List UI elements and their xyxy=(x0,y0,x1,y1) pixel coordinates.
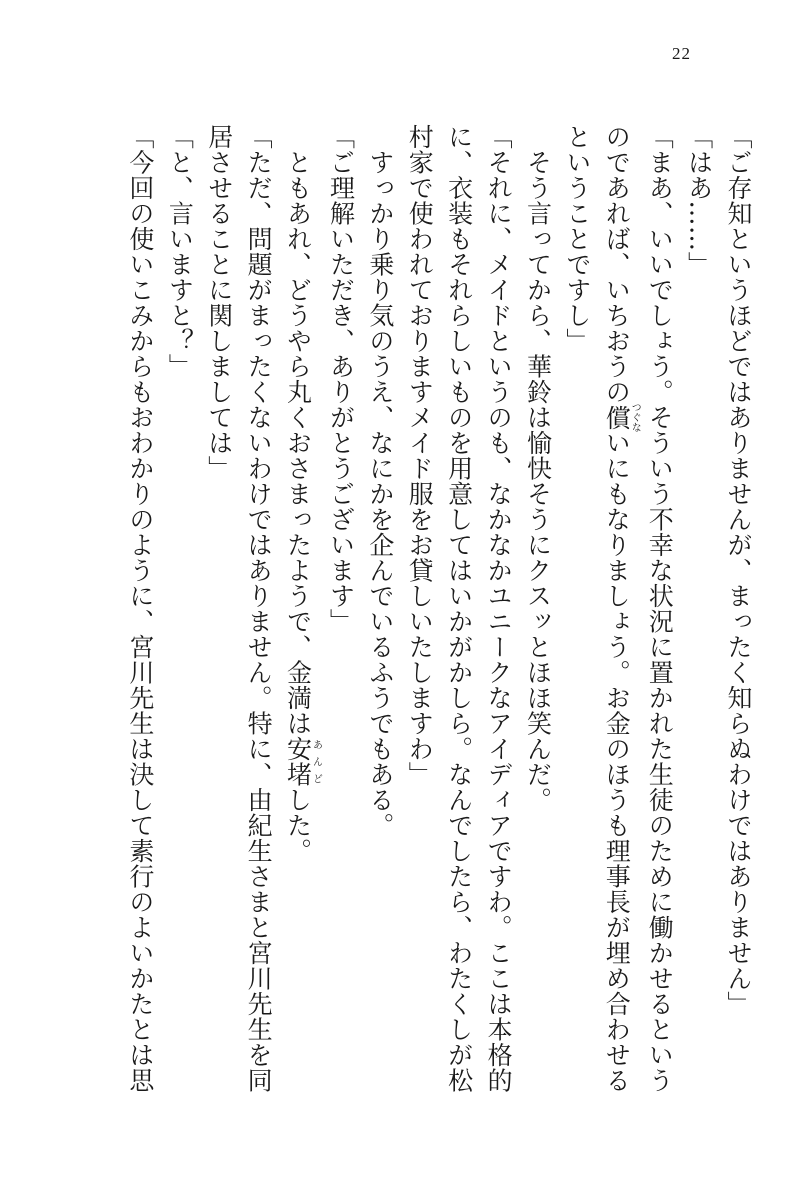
text-line: すっかり乗り気のうえ、なにかを企んでいるふうでもある。 xyxy=(365,124,395,838)
furigana xyxy=(283,736,322,787)
text-segment: いにもなりましょう。お金のほうも理事長が埋め合わせる xyxy=(602,430,632,1093)
ruby-reading: つぐな xyxy=(629,402,641,433)
body-text xyxy=(18,124,758,1174)
ruby-base: 償 xyxy=(602,402,632,433)
text-line: 「ただ、問題がまったくないわけではありません。特に、由紀生さまと宮川先生を同 xyxy=(244,124,274,1093)
text-line xyxy=(278,124,321,1174)
furigana xyxy=(602,402,641,433)
text-line: 「それに、メイドというのも、なかなかユニークなアイディアですわ。ここは本格的 xyxy=(484,124,514,1093)
text-line: 「ご理解いただき、ありがとうございます」 xyxy=(326,124,356,634)
text-line: そう言ってから、華鈴は愉快そうにクスッとほほ笑んだ。 xyxy=(523,124,553,813)
text-segment: した。 xyxy=(283,787,313,864)
text-line xyxy=(597,124,640,1174)
text-segment: ともあれ、どうやら丸くおさまったようで、金満は xyxy=(283,124,313,736)
text-line: 「まあ、いいでしょう。そういう不幸な状況に置かれた生徒のために働かせるという xyxy=(645,124,675,1093)
text-line: 居させることに関しましては」 xyxy=(204,124,234,481)
text-line: 村家で使われておりますメイド服をお貸しいたしますわ」 xyxy=(405,124,435,787)
text-line: ということですし」 xyxy=(562,124,592,354)
text-line: 「ご存知というほどではありませんが、まったく知らぬわけではありません」 xyxy=(724,124,753,1017)
ruby-reading: あんど xyxy=(310,736,322,787)
text-segment: のであれば、いちおうの xyxy=(602,124,632,405)
text-line: 「今回の使いこみからもおわかりのように、宮川先生は決して素行のよいかたとは思 xyxy=(125,124,155,1093)
text-line: に、衣装もそれらしいものを用意してはいかがかしら。なんでしたら、わたくしが松 xyxy=(444,124,474,1093)
text-line: 「と、言いますと？」 xyxy=(165,124,195,379)
page-number: 22 xyxy=(672,44,691,63)
text-line: 「はあ……」 xyxy=(684,124,714,277)
ruby-base: 安堵 xyxy=(283,736,313,787)
